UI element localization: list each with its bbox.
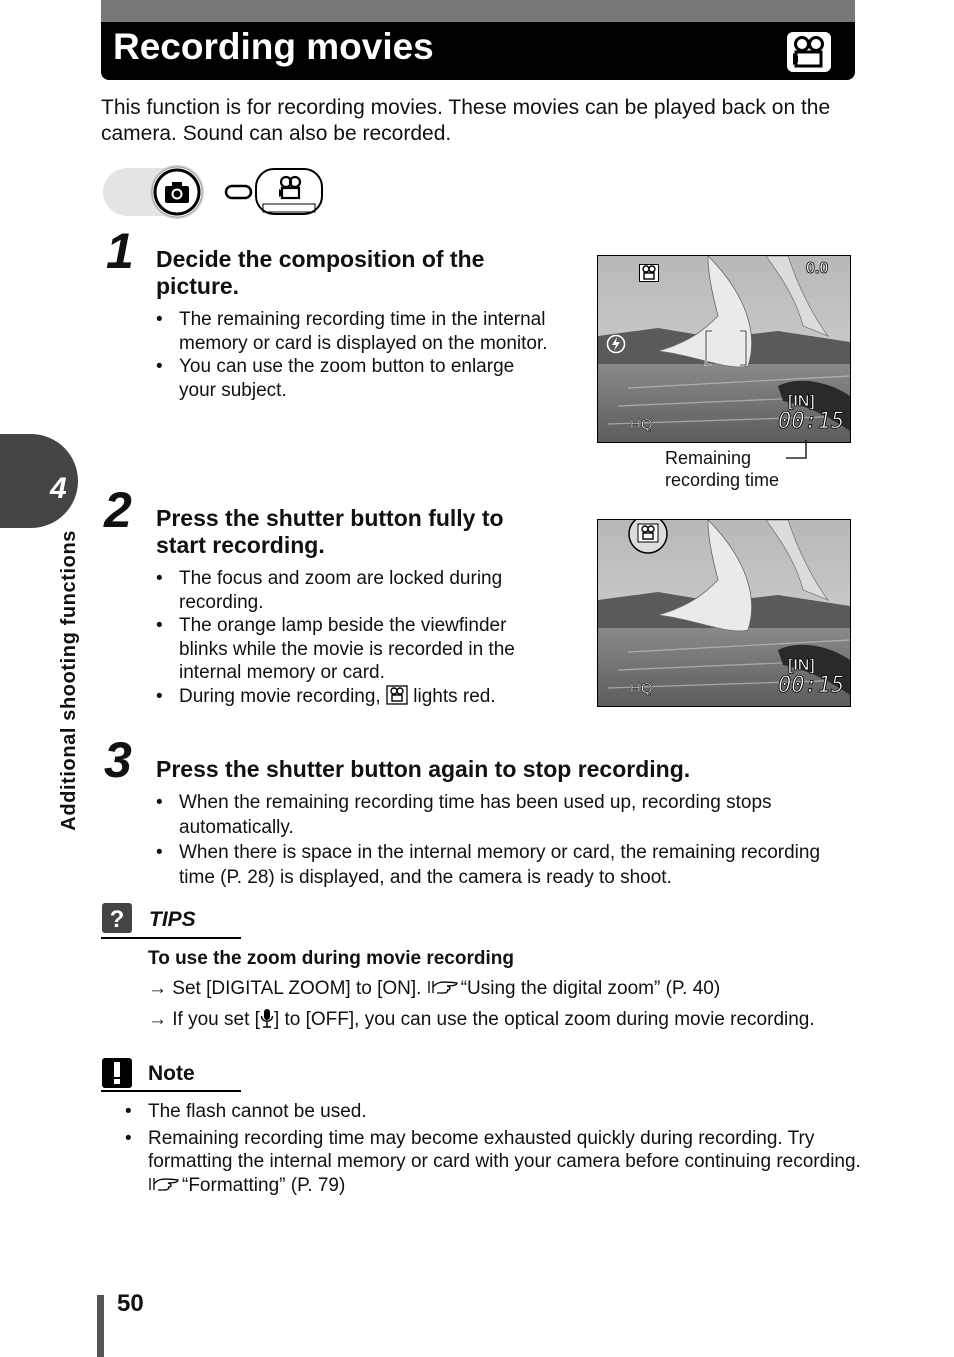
bullet-text: During movie recording, (179, 685, 381, 707)
step-3-bullets (156, 790, 856, 890)
tips-reference: “Using the digital zoom” (P. 40) (460, 978, 721, 999)
tips-line (148, 977, 720, 1001)
caption-line: recording time (665, 470, 780, 490)
svg-text:?: ? (109, 906, 125, 933)
zoom-value: 0.0 (806, 260, 829, 277)
exclamation-icon (102, 1058, 132, 1088)
arrow-icon: → (148, 1009, 167, 1030)
page-title: Recording movies (113, 26, 434, 67)
remaining-time: 00:15 (778, 673, 845, 698)
question-mark-icon (102, 903, 132, 933)
chapter-number: 4 (50, 472, 67, 505)
tips-text: ] to [OFF], you can use the optical zoom during movie recording. (273, 1009, 815, 1030)
microphone-icon (260, 1008, 274, 1028)
step-number-3: 3 (104, 732, 132, 788)
tips-subtitle: To use the zoom during movie recording (148, 948, 514, 969)
list-item: • When the remaining recording time has been used up, recording stops automatically. (156, 790, 856, 840)
page-number: 50 (117, 1290, 144, 1317)
chapter-label: Additional shooting functions (58, 530, 80, 831)
step-number-2: 2 (104, 482, 132, 538)
list-item (156, 685, 556, 709)
list-item: • The orange lamp beside the viewfinder blinks while the movie is recorded in the internal memory or card. (156, 614, 556, 685)
step-2-bullets (156, 567, 556, 708)
step-title-3: Press the shutter button again to stop recording. (156, 756, 691, 782)
intro-paragraph: This function is for recording movies. These movies can be played back on the camera. Sound can also be recorded. (101, 96, 831, 145)
note-reference: “Formatting” (P. 79) (182, 1174, 346, 1196)
monitor-screen-1 (597, 255, 851, 443)
reference-hand-icon (427, 978, 461, 996)
step-number-1: 1 (106, 223, 134, 279)
tips-text: If you set [ (172, 1009, 260, 1030)
recording-indicator-icon (626, 519, 670, 561)
quality-label: HQ (630, 416, 653, 433)
memory-indicator: [IN] (788, 393, 815, 410)
arrow-icon: → (148, 978, 167, 999)
page-number-bar (97, 1295, 104, 1357)
quality-label: HQ (630, 680, 653, 697)
divider (101, 937, 241, 939)
monitor-screen-2 (597, 519, 851, 707)
movie-mode-icon (276, 174, 304, 202)
step-title-1: Decide the composition of the picture. (156, 246, 485, 299)
flash-off-icon (606, 334, 626, 354)
tips-title: TIPS (149, 908, 196, 931)
note-bullets (125, 1100, 865, 1197)
movie-mode-icon (386, 685, 408, 705)
tips-text: Set [DIGITAL ZOOM] to [ON]. (172, 978, 422, 999)
list-item: • When there is space in the internal memory or card, the remaining recording time (P. 28) is displayed, and the camera is ready to shoot. (156, 840, 856, 890)
mode-dial-diagram (103, 164, 333, 220)
divider (101, 1090, 241, 1092)
screen-caption (665, 447, 779, 491)
note-text: Remaining recording time may become exhausted quickly during recording. Try formatting the internal memory or card with your camera before continuing recording. (148, 1127, 861, 1172)
step-title-2: Press the shutter button fully to start recording. (156, 505, 504, 558)
list-item (125, 1127, 865, 1198)
list-item: • You can use the zoom button to enlarge your subject. (156, 355, 551, 402)
remaining-time: 00:15 (778, 409, 845, 434)
step-1-bullets (156, 308, 551, 402)
note-title: Note (148, 1062, 195, 1085)
list-item: • The flash cannot be used. (125, 1100, 865, 1124)
bullet-text: lights red. (413, 685, 496, 707)
header-bar (101, 0, 855, 22)
camera-icon (163, 178, 191, 206)
tips-line (148, 1008, 815, 1032)
list-item: • The remaining recording time in the internal memory or card is displayed on the monitor. (156, 308, 551, 355)
af-target-mark (704, 330, 748, 366)
list-item: • The focus and zoom are locked during recording. (156, 567, 556, 614)
memory-indicator: [IN] (788, 657, 815, 674)
reference-hand-icon (148, 1175, 182, 1193)
caption-leader-line (786, 440, 808, 460)
movie-camera-icon (787, 32, 831, 72)
caption-line: Remaining (665, 448, 752, 468)
movie-mode-icon (639, 264, 659, 282)
